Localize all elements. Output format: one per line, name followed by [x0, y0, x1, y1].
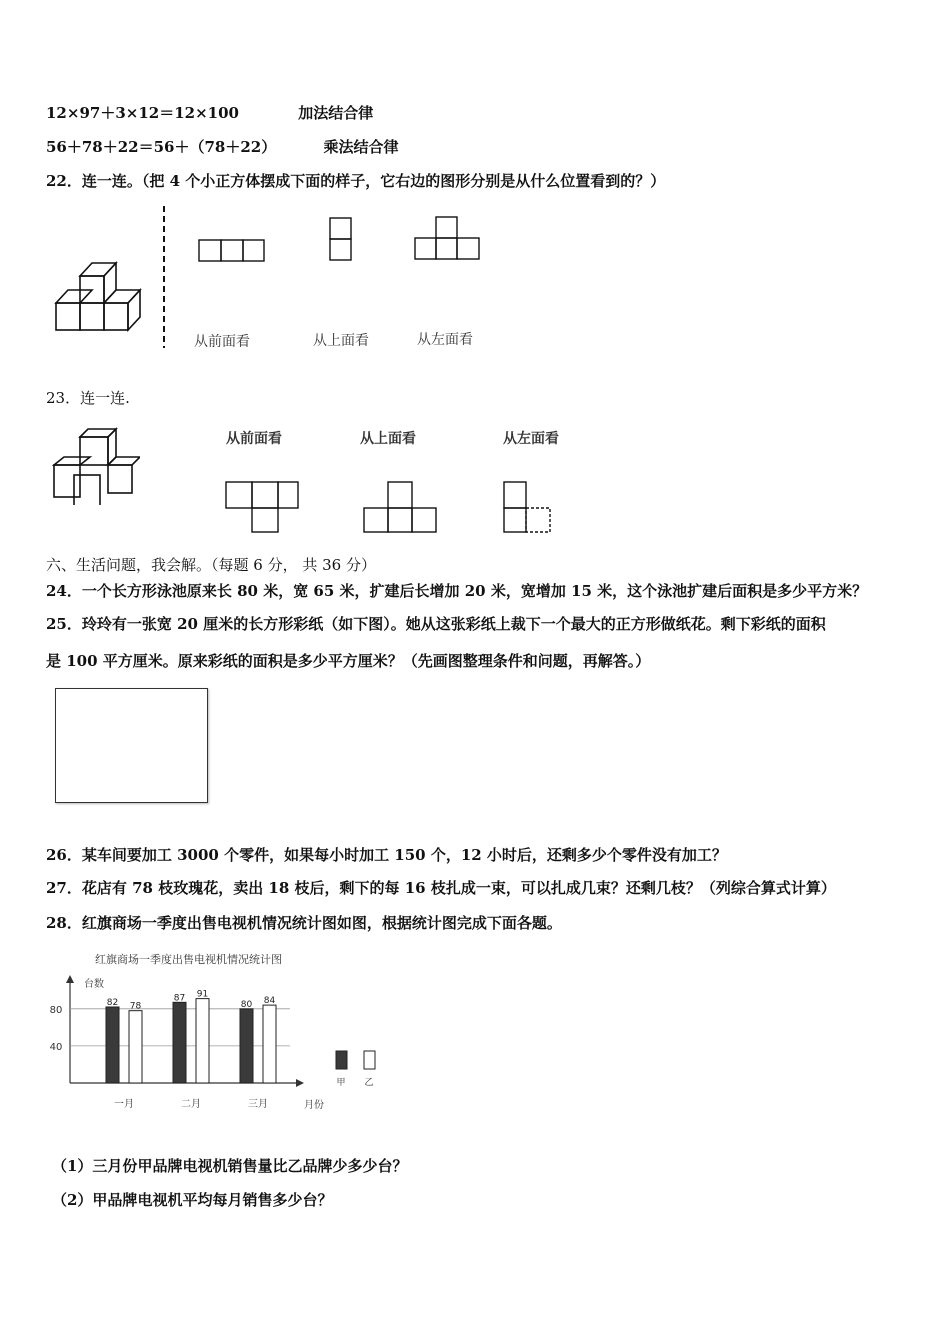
cube-stack-icon [54, 429, 140, 505]
bar-甲-三月 [240, 1009, 253, 1083]
q22-view-t-shape-icon [415, 217, 479, 259]
bar-甲-一月 [106, 1007, 119, 1083]
question-22: 22．连一连。（把 4 个小正方体摆成下面的样子，它右边的图形分别是从什么位置看到的？） [46, 172, 666, 190]
legend-label: 甲 [336, 1078, 346, 1088]
q23-view-label-front: 从前面看 [226, 431, 282, 447]
law-1: 加法结合律 [298, 104, 374, 122]
q23-views [220, 475, 560, 537]
y-tick-label: 80 [49, 1004, 63, 1016]
bar-乙-二月 [196, 999, 209, 1083]
question-24: 24．一个长方形泳池原来长 80 米，宽 65 米，扩建后长增加 20 米，宽增加 15 米，这个泳池扩建后面积是多少平方米？ [46, 582, 868, 600]
bar-value-label: 82 [106, 997, 119, 1008]
x-tick-label: 三月 [248, 1099, 268, 1110]
bar-乙-三月 [263, 1005, 276, 1083]
question-25-part-2: 是 100 平方厘米。原来彩纸的面积是多少平方厘米？（先画图整理条件和问题，再解答。） [46, 652, 651, 670]
x-tick-label: 二月 [181, 1099, 201, 1110]
paper-rectangle [55, 688, 208, 803]
bar-value-label: 87 [173, 993, 186, 1004]
x-axis-arrow-icon [296, 1079, 304, 1087]
chart-marks [106, 990, 375, 1110]
equation-2: 56＋78＋22＝56＋（78＋22） [46, 138, 277, 156]
bar-value-label: 91 [196, 989, 209, 1000]
sub-question-1: （1）三月份甲品牌电视机销售量比乙品牌少多少台？ [52, 1157, 408, 1175]
q23-view-left-icon [504, 482, 550, 532]
question-28: 28．红旗商场一季度出售电视机情况统计图如图，根据统计图完成下面各题。 [46, 914, 562, 932]
cube-stack-icon [56, 263, 140, 330]
equation-line-2 [46, 137, 399, 157]
chart-x-label: 月份 [304, 1100, 324, 1111]
equation-line-1 [46, 103, 373, 123]
equation-1: 12×97＋3×12＝12×100 [46, 104, 239, 122]
bar-value-label: 80 [240, 999, 253, 1010]
q22-view-label-left: 从左面看 [417, 332, 473, 348]
tv-sales-bar-chart [40, 945, 400, 1120]
bar-value-label: 84 [263, 996, 276, 1007]
bar-value-label: 78 [129, 1001, 142, 1012]
question-26: 26．某车间要加工 3000 个零件，如果每小时加工 150 个，12 小时后，还剩多少个零件没有加工？ [46, 846, 727, 864]
q22-view-label-front: 从前面看 [194, 334, 250, 350]
y-axis-arrow-icon [66, 975, 74, 983]
bar-甲-二月 [173, 1002, 186, 1083]
q23-cube-figure [50, 425, 140, 505]
section-6-heading: 六、生活问题，我会解。（每题 6 分， 共 36 分） [46, 556, 376, 574]
q23-view-label-left: 从左面看 [503, 431, 559, 447]
legend-label: 乙 [364, 1078, 374, 1088]
q22-view-row-icon [199, 240, 264, 261]
sub-question-2: （2）甲品牌电视机平均每月销售多少台？ [52, 1191, 333, 1209]
x-tick-label: 一月 [114, 1099, 134, 1110]
q23-view-label-top: 从上面看 [360, 431, 416, 447]
y-tick-label: 40 [49, 1041, 63, 1053]
chart-title: 红旗商场一季度出售电视机情况统计图 [95, 953, 282, 966]
question-25-part-1: 25．玲玲有一张宽 20 厘米的长方形彩纸（如下图）。她从这张彩纸上裁下一个最大的正方形做纸花。剩下彩纸的面积 [46, 615, 826, 633]
question-27: 27．花店有 78 枝玫瑰花，卖出 18 枝后，剩下的每 16 枝扎成一束，可以扎成几束？还剩几枝？（列综合算式计算） [46, 879, 836, 897]
q23-view-top-icon [364, 482, 436, 532]
law-2: 乘法结合律 [323, 138, 399, 156]
q22-view-column-icon [330, 218, 351, 260]
q22-view-label-top: 从上面看 [313, 333, 369, 349]
chart-y-label: 台数 [84, 979, 104, 990]
legend-swatch-甲 [336, 1051, 347, 1069]
bar-乙-一月 [129, 1011, 142, 1083]
legend-swatch-乙 [364, 1051, 375, 1069]
q23-view-front-icon [226, 482, 298, 532]
question-23: 23．连一连. [46, 389, 130, 407]
